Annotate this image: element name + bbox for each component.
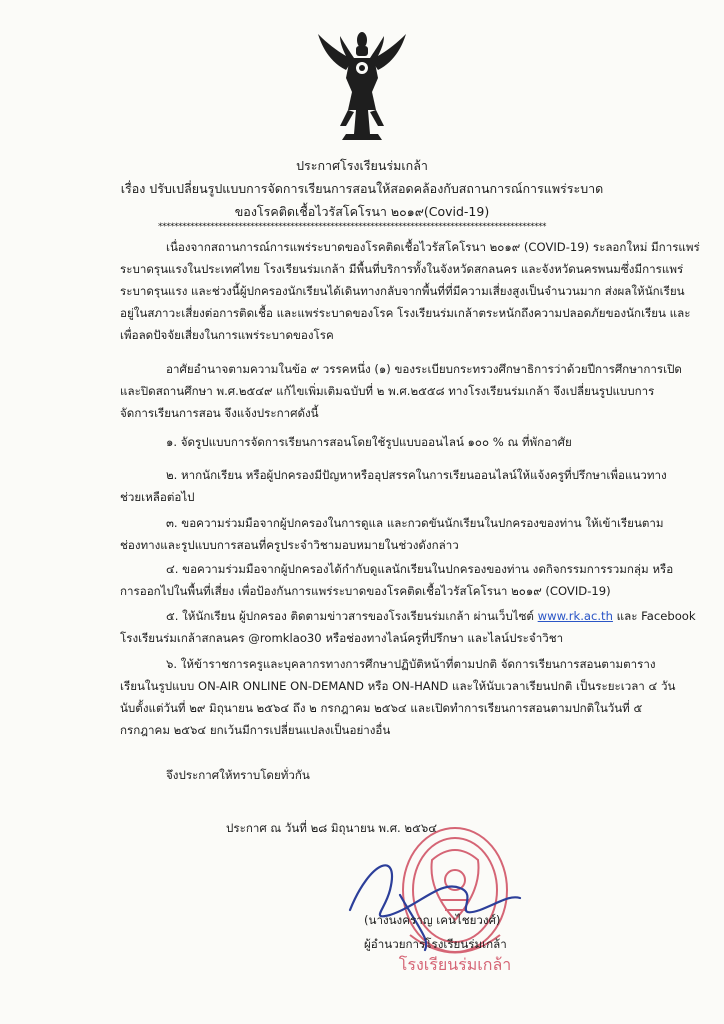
text-line: และปิดสถานศึกษา พ.ศ.๒๕๔๙ แก้ไขเพิ่มเติมฉบับที่ ๒ พ.ศ.๒๕๕๘ ทางโรงเรียนร่มเกล้า จึงเปลี่ยนรูปแบบการ: [120, 384, 655, 398]
item-1: [120, 431, 600, 453]
text-line: ระบาดรุนแรงในประเทศไทย โรงเรียนร่มเกล้า มีพื้นที่บริการทั้งในจังหวัดสกลนคร และจังหวัดนครพนมซึ่งมีการแพร่: [120, 262, 684, 276]
text-line: เนื่องจากสถานการณ์การแพร่ระบาดของโรคติดเชื้อไวรัสโคโรนา ๒๐๑๙ (COVID-19) ระลอกใหม่ มีการแพร่: [166, 240, 700, 254]
closing-paragraph: [120, 764, 600, 786]
text-line: นับตั้งแต่วันที่ ๒๙ มิถุนายน ๒๕๖๔ ถึง ๒ กรกฎาคม ๒๕๖๔ และเปิดทำการเรียนการสอนตามปกติในวันที่ ๕: [120, 701, 643, 715]
separator-stars: *************************************************************************************************: [158, 222, 546, 232]
announcement-title: ประกาศโรงเรียนร่มเกล้า: [296, 158, 428, 173]
item5-text-b: และ Facebook: [612, 609, 696, 623]
item-3: [120, 512, 664, 556]
text-line: [120, 605, 696, 627]
text-line: อยู่ในสภาวะเสี่ยงต่อการติดเชื้อ และแพร่ระบาดของโรค โรงเรียนร่มเกล้าตระหนักถึงความปลอดภัยของนักเรียน และ: [120, 306, 691, 320]
item5-text-a: ๕. ให้นักเรียน ผู้ปกครอง ติดตามข่าวสารของโรงเรียนร่มเกล้า ผ่านเว็บไซต์: [166, 609, 538, 623]
garuda-emblem-icon: [316, 30, 408, 142]
item-2: [120, 464, 667, 508]
intro-paragraph: [120, 236, 700, 346]
subject-line-1: เรื่อง ปรับเปลี่ยนรูปแบบการจัดการเรียนการสอนให้สอดคล้องกับสถานการณ์การแพร่ระบาด: [120, 181, 604, 196]
text-line: กรกฎาคม ๒๕๖๔ ยกเว้นมีการเปลี่ยนแปลงเป็นอย่างอื่น: [120, 723, 391, 737]
item-5: [120, 605, 696, 649]
text-line: ๑. จัดรูปแบบการจัดการเรียนการสอนโดยใช้รูปแบบออนไลน์ ๑๐๐ % ณ ที่พักอาศัย: [166, 435, 572, 449]
svg-text:โรงเรียนร่มเกล้า: โรงเรียนร่มเกล้า: [398, 955, 512, 974]
signatory-name: (นางนงคราญ เคนไชยวงศ์): [364, 913, 501, 927]
text-line: ระบาดรุนแรง และช่วงนี้ผู้ปกครองนักเรียนได้เดินทางกลับจากพื้นที่ที่มีความเสี่ยงสูงเป็นจำนวนมาก ส่งผลให้นักเรียน: [120, 284, 685, 298]
authority-paragraph: [120, 358, 682, 424]
website-link[interactable]: www.rk.ac.th: [537, 609, 613, 623]
item-4: [120, 558, 674, 602]
text-line: ๒. หากนักเรียน หรือผู้ปกครองมีปัญหาหรืออุปสรรคในการเรียนออนไลน์ให้แจ้งครูที่ปรึกษาเพื่อแนวทาง: [166, 468, 667, 482]
text-line: ประกาศ ณ วันที่ ๒๘ มิถุนายน พ.ศ. ๒๕๖๔: [226, 821, 437, 835]
item-6: [120, 653, 676, 741]
text-line: ๖. ให้ข้าราชการครูและบุคลากรทางการศึกษาปฏิบัติหน้าที่ตามปกติ จัดการเรียนการสอนตามตาราง: [166, 657, 656, 671]
text-line: ช่องทางและรูปแบบการสอนที่ครูประจำวิชามอบหมายในช่วงดังกล่าว: [120, 538, 459, 552]
text-line: การออกไปในพื้นที่เสี่ยง เพื่อป้องกันการแพร่ระบาดของโรคติดเชื้อไวรัสโคโรนา ๒๐๑๙ (COVID-19): [120, 584, 611, 598]
text-line: จัดการเรียนการสอน จึงแจ้งประกาศดังนี้: [120, 406, 319, 420]
text-line: ช่วยเหลือต่อไป: [120, 490, 195, 504]
text-line: เพื่อลดปัจจัยเสี่ยงในการแพร่ระบาดของโรค: [120, 328, 334, 342]
text-line: จึงประกาศให้ทราบโดยทั่วกัน: [166, 768, 310, 782]
text-line: ๓. ขอความร่วมมือจากผู้ปกครองในการดูแล และกวดขันนักเรียนในปกครองของท่าน ให้เข้าเรียนตาม: [166, 516, 664, 530]
subject-line-2: ของโรคติดเชื้อไวรัสโคโรนา ๒๐๑๙(Covid-19): [234, 204, 490, 219]
text-line: โรงเรียนร่มเกล้าสกลนคร @romklao30 หรือช่องทางไลน์ครูที่ปรึกษา และไลน์ประจำวิชา: [120, 631, 564, 645]
text-line: เรียนในรูปแบบ ON-AIR ONLINE ON-DEMAND หรือ ON-HAND และให้นับเวลาเรียนปกติ เป็นระยะเวลา ๔ วัน: [120, 679, 676, 693]
text-line: อาศัยอำนาจตามความในข้อ ๙ วรรคหนึ่ง (๑) ของระเบียบกระทรวงศึกษาธิการว่าด้วยปีการศึกษาการเปิด: [166, 362, 682, 376]
signatory-title: ผู้อำนวยการโรงเรียนร่มเกล้า: [364, 937, 507, 951]
text-line: ๔. ขอความร่วมมือจากผู้ปกครองได้กำกับดูแลนักเรียนในปกครองของท่าน งดกิจกรรมการรวมกลุ่ม หรือ: [166, 562, 674, 576]
